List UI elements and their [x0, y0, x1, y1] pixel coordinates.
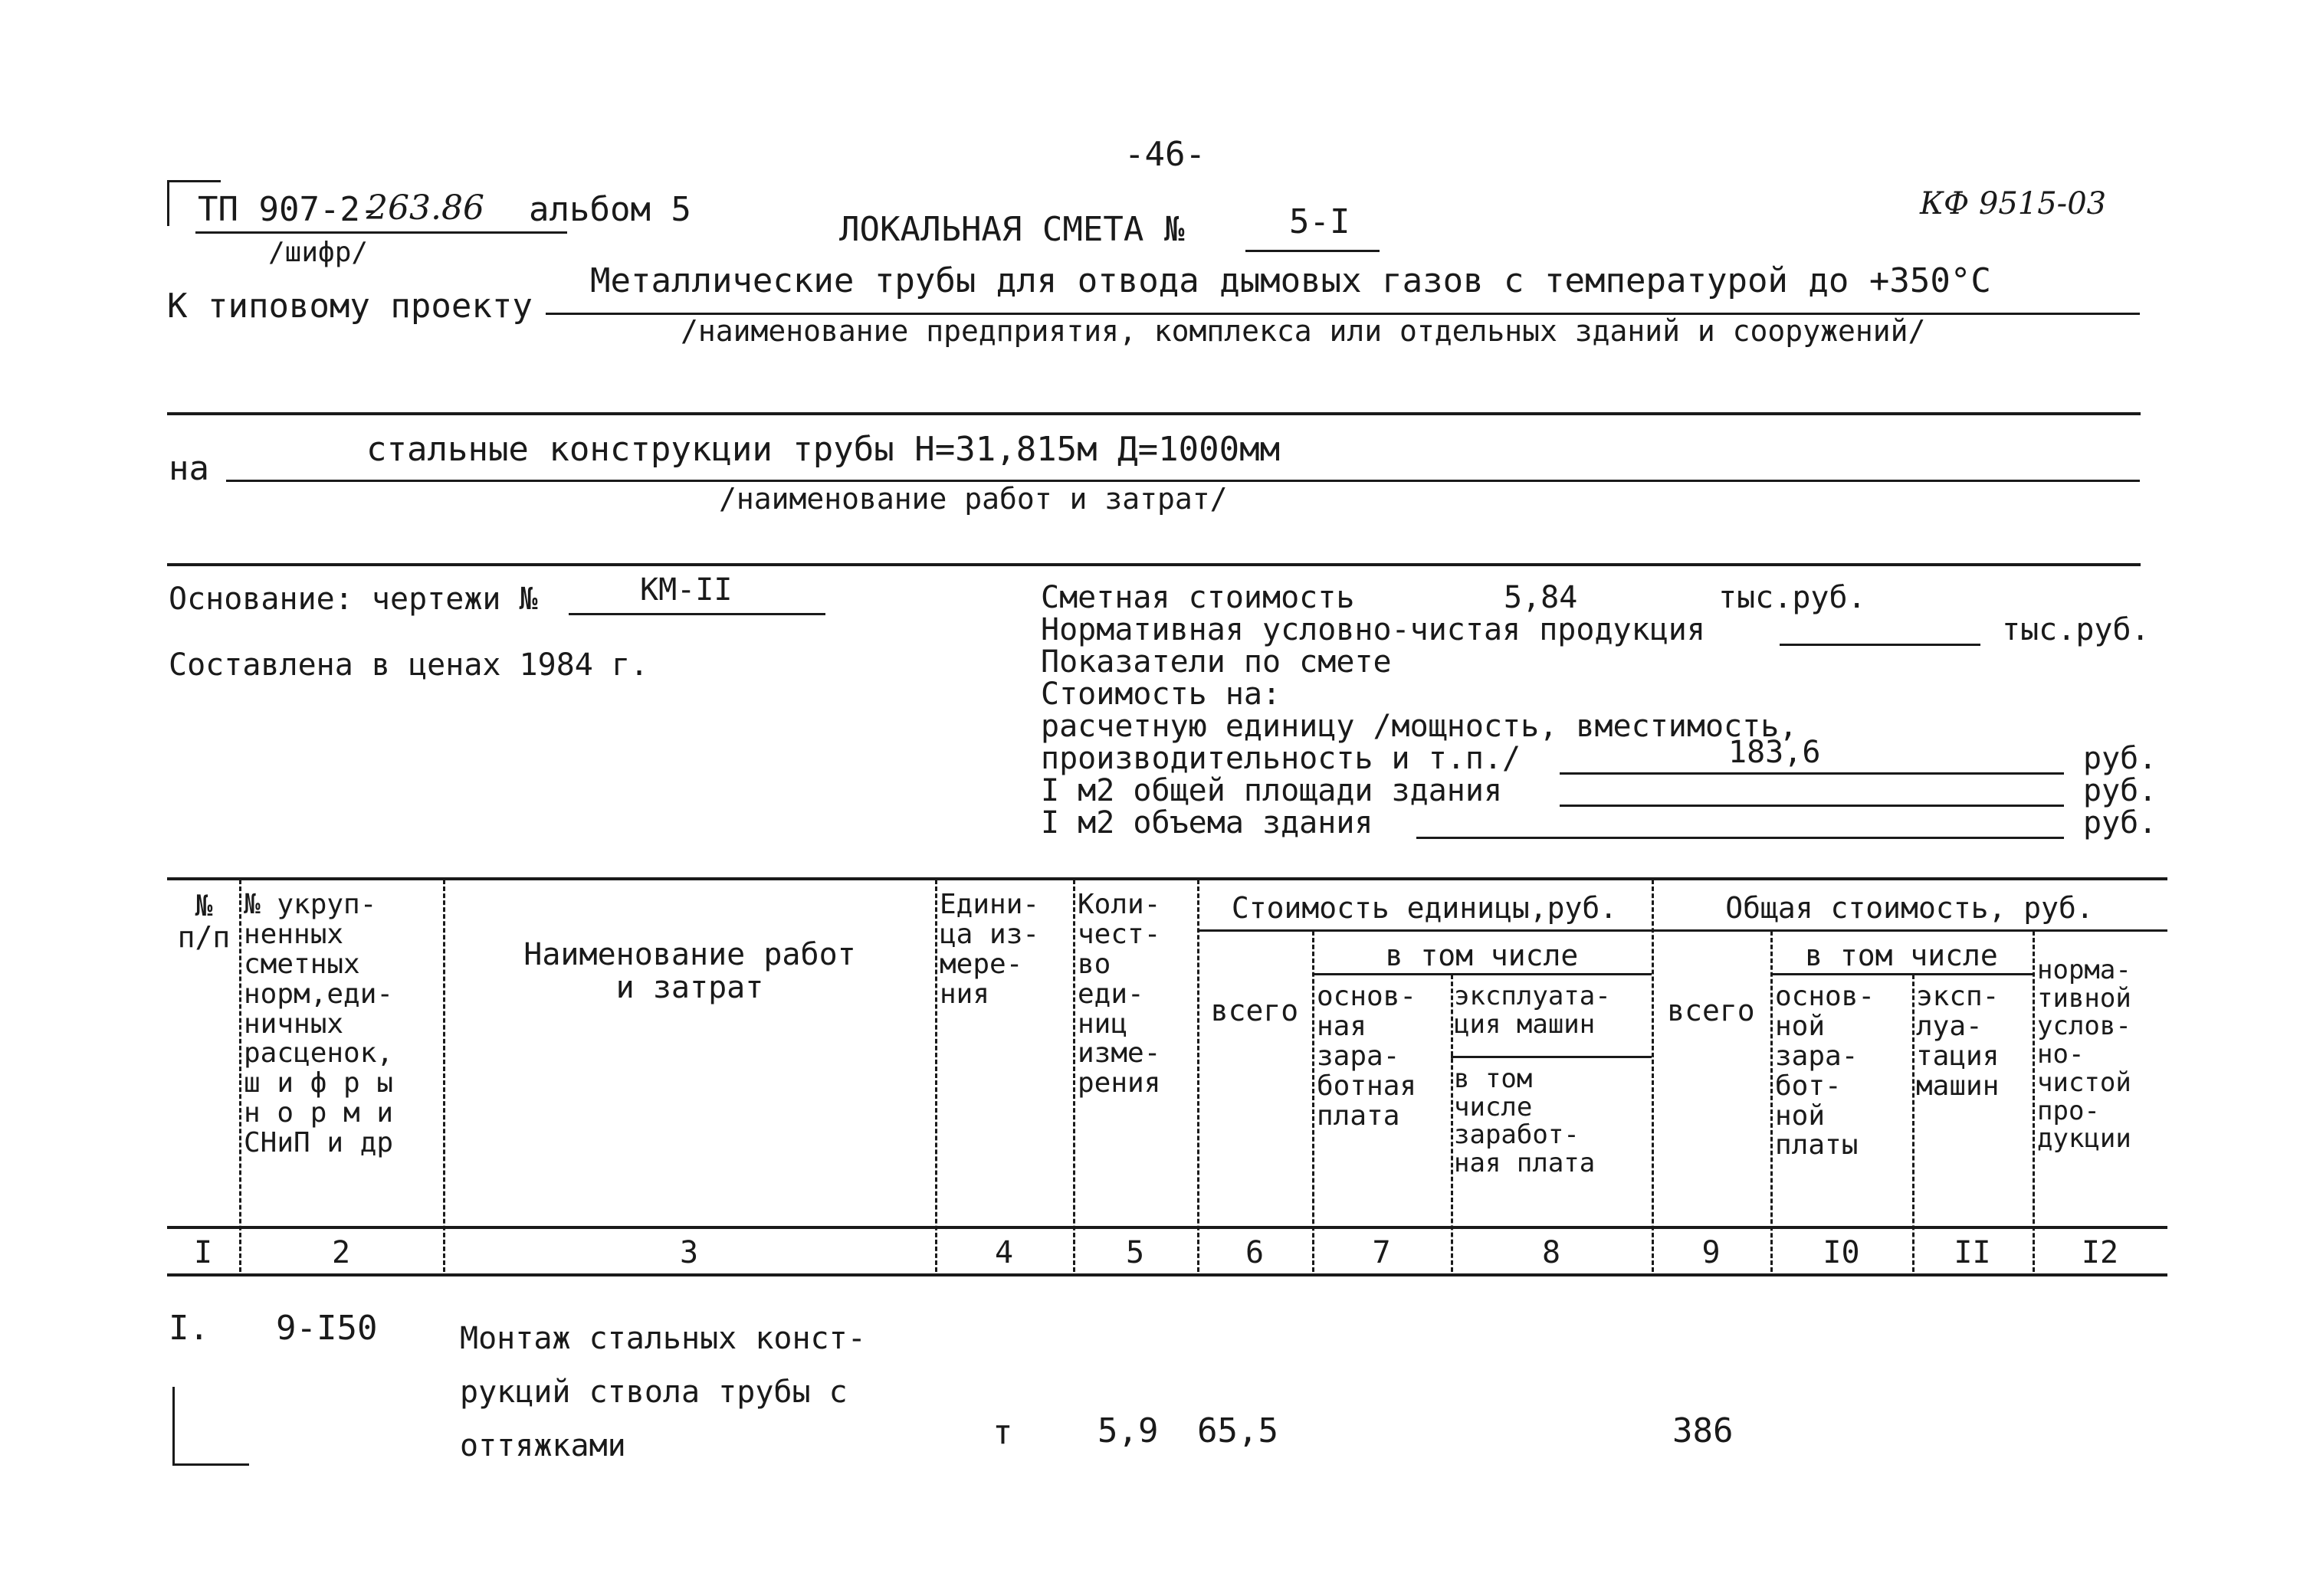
- bracket-top: [167, 180, 221, 182]
- header-col3: Наименование работ и затрат: [523, 937, 856, 1006]
- col-sep-1: [239, 880, 241, 1272]
- project-name: Металлические трубы для отвода дымовых газов с температурой до +350°С: [590, 261, 1991, 300]
- row-number: I.: [169, 1309, 209, 1348]
- page-number: -46-: [1124, 135, 1206, 174]
- cipher-caption: /шифр/: [268, 237, 369, 268]
- header-subrule-4: [1451, 1056, 1652, 1058]
- header-total-cost: Общая стоимость, руб.: [1725, 891, 2094, 925]
- work-label: на: [169, 449, 209, 488]
- unit-value: 183,6: [1728, 735, 1821, 770]
- col-sep-3: [935, 880, 937, 1272]
- nsp-label: Нормативная условно-чистая продукция: [1041, 612, 1705, 647]
- numbers-top-rule: [167, 1226, 2167, 1229]
- cost-label: Сметная стоимость: [1041, 580, 1355, 615]
- tp-code: ТП 907-2-: [198, 190, 381, 229]
- area-rub: руб.: [2083, 773, 2157, 808]
- header-col6: всего: [1210, 994, 1299, 1027]
- header-incl-unit: в том числе: [1385, 939, 1579, 972]
- header-col4: Едини- ца из- мере- ния: [940, 889, 1040, 1010]
- area-underline: [1560, 805, 2064, 807]
- work-caption: /наименование работ и затрат/: [719, 482, 1228, 516]
- area-label: I м2 общей площади здания: [1041, 773, 1503, 808]
- header-col10: основ- ной зара- бот- ной платы: [1775, 981, 1875, 1162]
- divider-2: [167, 563, 2141, 566]
- header-col7: основ- ная зара- ботная плата: [1317, 981, 1417, 1132]
- colnum-2: 2: [331, 1235, 351, 1270]
- row-quantity: 5,9: [1098, 1411, 1159, 1450]
- header-subrule-1: [1197, 929, 2167, 932]
- estimate-number: 5-I: [1289, 202, 1350, 241]
- unit-underline: [1560, 772, 2064, 775]
- col-sep-11: [2033, 931, 2035, 1272]
- cost-unit: тыс.руб.: [1718, 580, 1866, 615]
- header-incl-total: в том числе: [1805, 939, 1998, 972]
- col-sep-4: [1073, 880, 1075, 1272]
- archive-code: КФ 9515-03: [1920, 186, 2107, 221]
- colnum-6: 6: [1245, 1235, 1265, 1270]
- row-bracket-horizontal: [172, 1463, 249, 1466]
- work-name: стальные конструкции трубы Н=31,815м Д=1000мм: [366, 430, 1281, 469]
- row-name: Монтаж стальных конст- рукций ствола трубы с оттяжками: [460, 1321, 866, 1463]
- numbers-bottom-rule: [167, 1273, 2167, 1276]
- indicators-label: Показатели по смете: [1041, 644, 1392, 680]
- tp-code-handwritten: 263.86: [366, 188, 484, 228]
- basis-label: Основание: чертежи №: [169, 582, 538, 617]
- col-sep-6: [1312, 931, 1314, 1272]
- cost-value: 5,84: [1504, 580, 1578, 615]
- row-code: 9-I50: [276, 1309, 378, 1348]
- colnum-12: I2: [2081, 1235, 2119, 1270]
- tp-code-underline: [195, 231, 567, 234]
- colnum-1: I: [193, 1235, 213, 1270]
- unit-line-2: производительность и т.п./: [1041, 741, 1521, 776]
- unit-line-1: расчетную единицу /мощность, вместимость,: [1041, 709, 1798, 744]
- cost-on-label: Стоимость на:: [1041, 677, 1281, 712]
- divider-1: [167, 412, 2141, 415]
- colnum-5: 5: [1125, 1235, 1145, 1270]
- bracket-left: [167, 180, 169, 226]
- header-col2: № укруп- ненных сметных норм,еди- ничных расценок, ш и ф р ы н о р м и СНиП и др: [244, 889, 394, 1158]
- header-subrule-2: [1312, 973, 1652, 975]
- project-caption: /наименование предприятия, комплекса или отдельных зданий и сооружений/: [681, 314, 1926, 348]
- nsp-unit: тыс.руб.: [2002, 612, 2150, 647]
- row-total: 386: [1672, 1411, 1734, 1450]
- header-unit-cost: Стоимость единицы,руб.: [1231, 891, 1618, 925]
- colnum-11: II: [1954, 1235, 1991, 1270]
- colnum-9: 9: [1701, 1235, 1721, 1270]
- volume-underline: [1416, 837, 2064, 839]
- prices-line: Составлена в ценах 1984 г.: [169, 647, 649, 683]
- colnum-3: 3: [679, 1235, 699, 1270]
- header-col5: Коли- чест- во еди- ниц изме- рения: [1078, 889, 1161, 1100]
- header-col8a: эксплуата- ция машин: [1454, 981, 1611, 1040]
- album-label: альбом 5: [529, 190, 691, 229]
- drawing-underline: [569, 613, 825, 615]
- drawing-number: КМ-II: [640, 572, 733, 608]
- col-sep-5: [1197, 880, 1199, 1272]
- header-subrule-3: [1770, 973, 2033, 975]
- estimate-number-underline: [1245, 250, 1380, 252]
- row-unit-total: 65,5: [1197, 1411, 1278, 1450]
- row-bracket-vertical: [172, 1387, 175, 1463]
- volume-rub: руб.: [2083, 805, 2157, 841]
- estimate-title: ЛОКАЛЬНАЯ СМЕТА №: [839, 210, 1185, 249]
- colnum-4: 4: [994, 1235, 1014, 1270]
- unit-rub: руб.: [2083, 741, 2157, 776]
- header-col9: всего: [1667, 994, 1755, 1027]
- col-sep-8: [1652, 880, 1654, 1272]
- nsp-underline: [1780, 644, 1980, 646]
- colnum-10: I0: [1823, 1235, 1860, 1270]
- volume-label: I м2 объема здания: [1041, 805, 1373, 841]
- col-sep-9: [1770, 931, 1773, 1272]
- table-top-rule: [167, 877, 2167, 880]
- header-col11: эксп- луа- тация машин: [1916, 981, 2000, 1102]
- colnum-7: 7: [1372, 1235, 1391, 1270]
- header-col1: № п/п: [177, 889, 231, 955]
- header-col12: норма- тивной услов- но- чистой про- дукции: [2037, 955, 2131, 1155]
- header-col8b: в том числе заработ- ная плата: [1454, 1063, 1596, 1179]
- project-label: К типовому проекту: [167, 287, 533, 326]
- row-unit: т: [993, 1413, 1013, 1452]
- colnum-8: 8: [1541, 1235, 1561, 1270]
